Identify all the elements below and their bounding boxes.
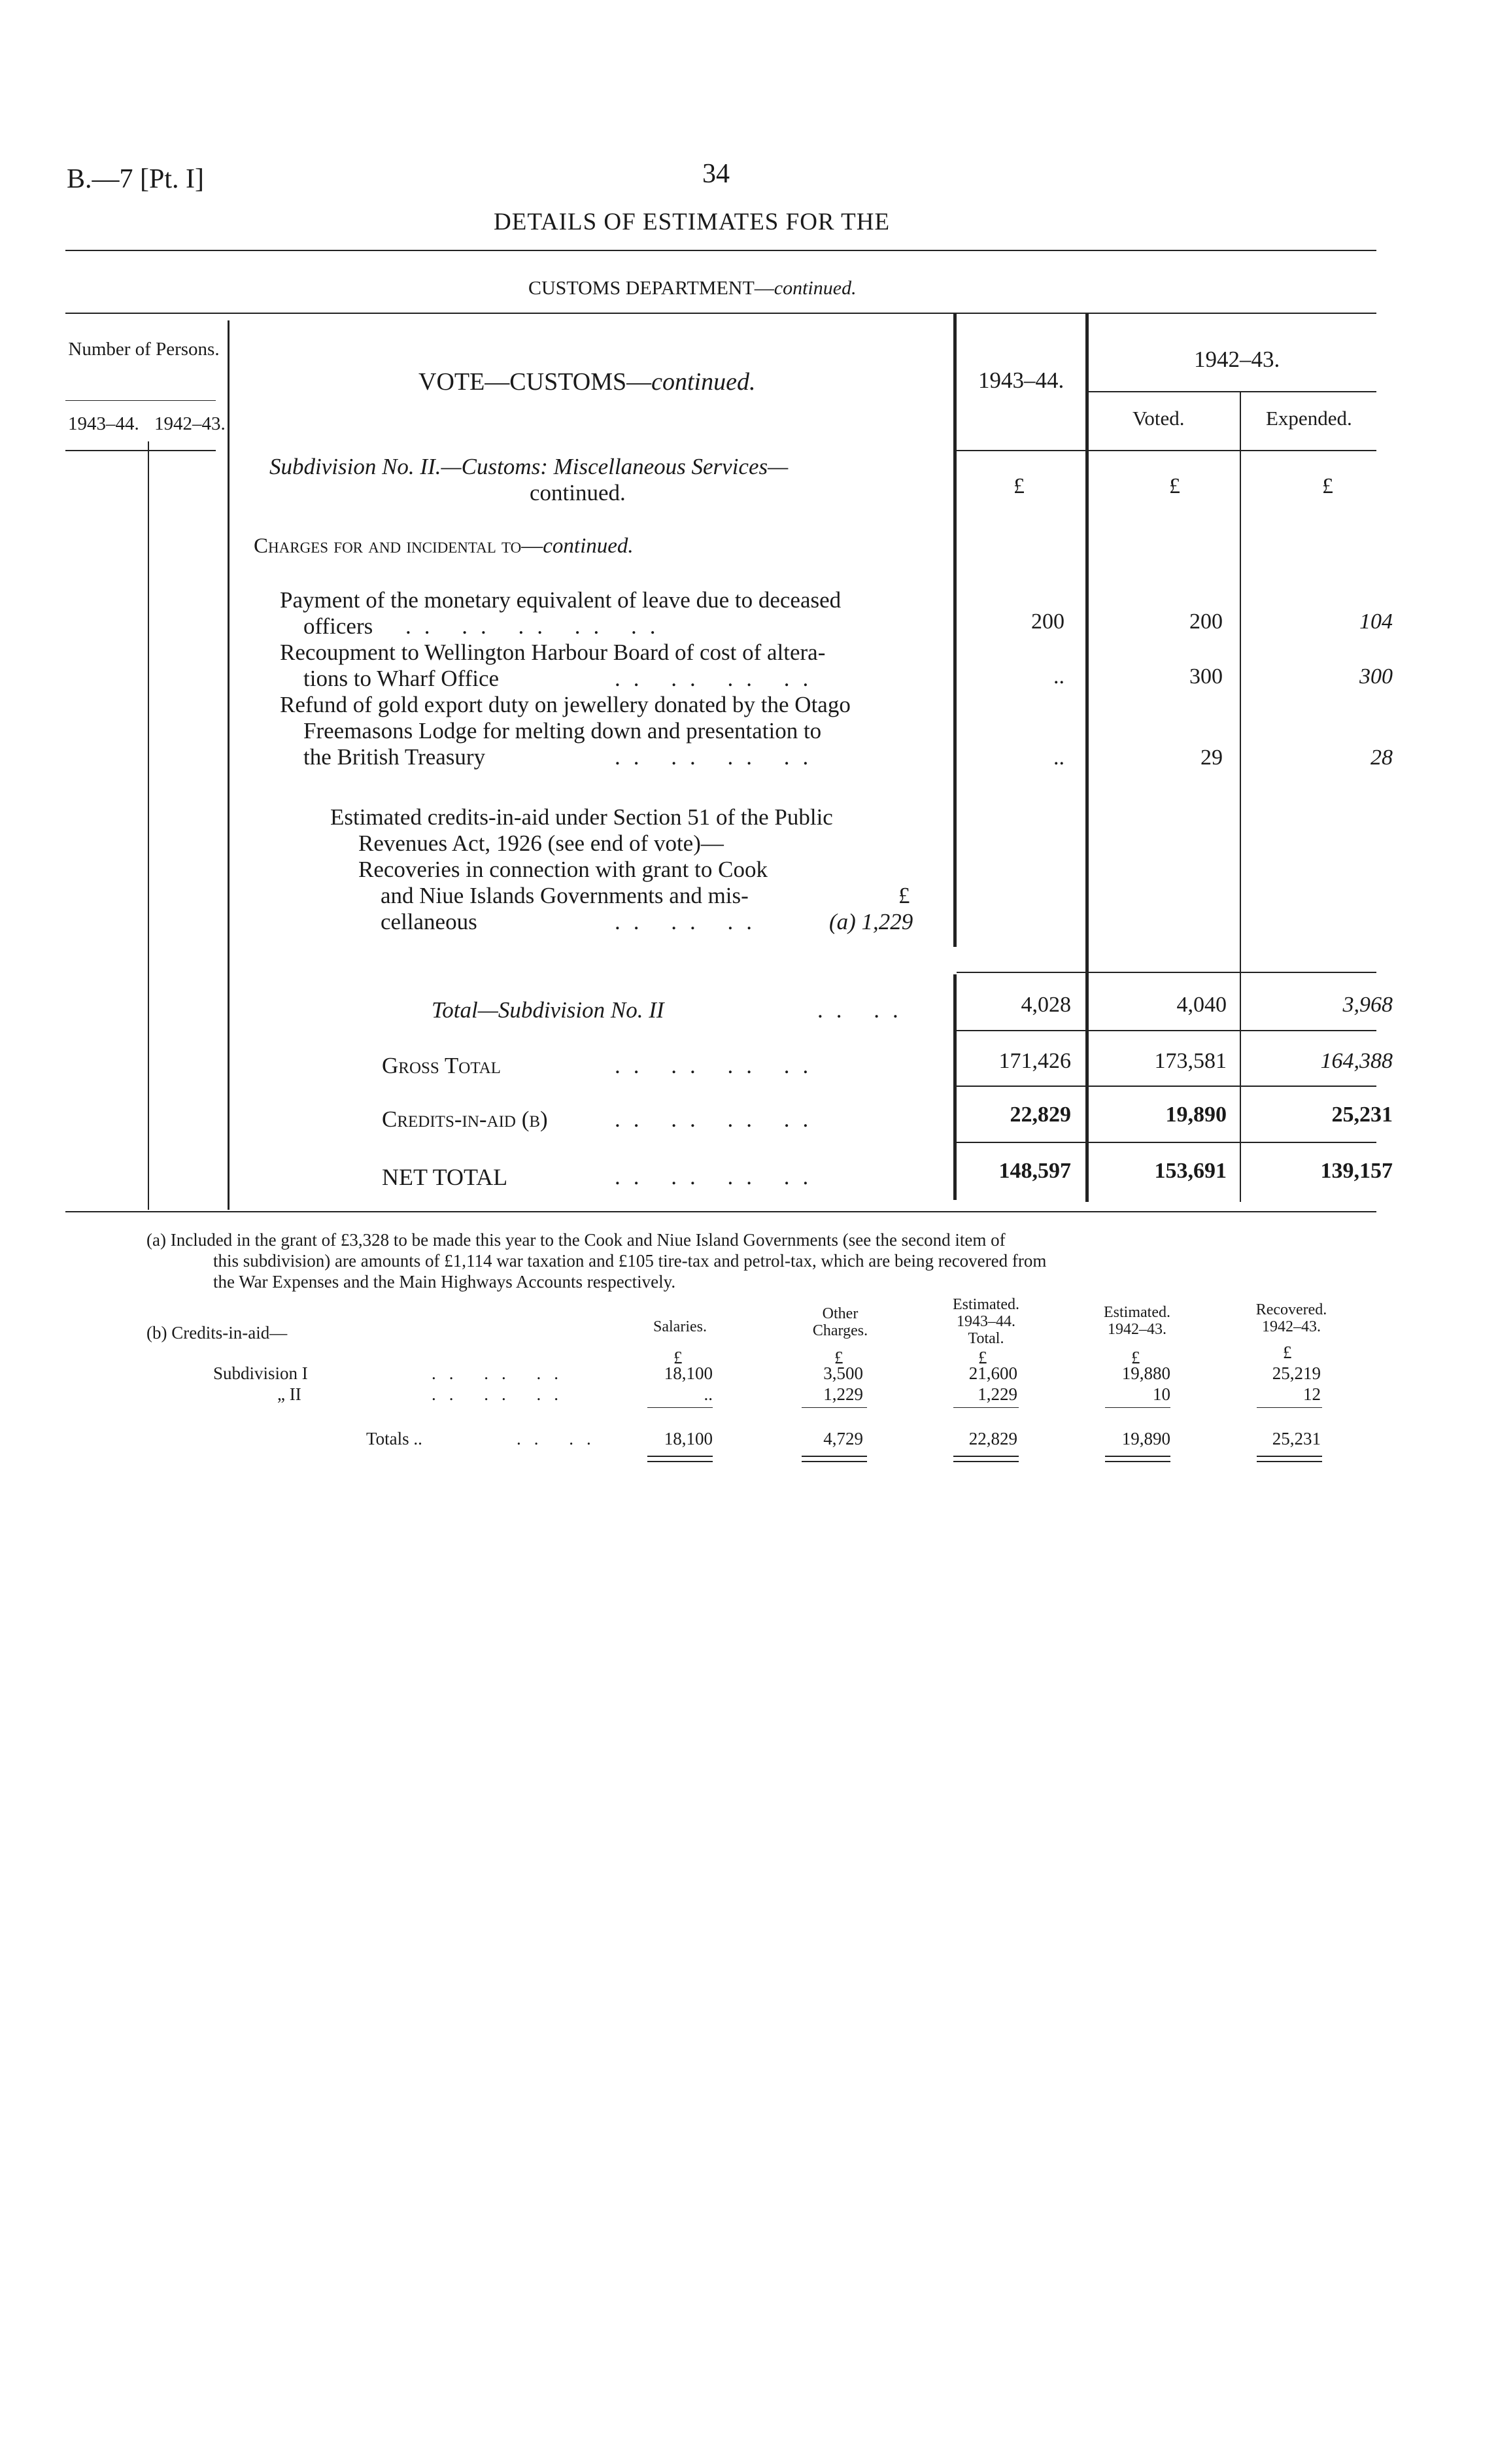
fb-dbl-2b	[802, 1461, 867, 1462]
fb-totals-est-current: 22,829	[968, 1429, 1017, 1448]
fb-dbl-3a	[953, 1456, 1019, 1457]
fb-row-1-est-current: 21,600	[968, 1363, 1017, 1383]
subdivision-title-cont: continued.	[530, 480, 626, 505]
total-subdivision-leader: .. ..	[817, 997, 911, 1023]
fb-row-1-recovered: 25,219	[1272, 1363, 1321, 1383]
credits-note-line3: Recoveries in connection with grant to Cook	[358, 857, 768, 882]
credits-in-aid-leader: .. .. .. ..	[615, 1106, 822, 1132]
item-1-voted: 200	[1189, 609, 1223, 634]
fb-header-other: Other Charges.	[812, 1305, 868, 1339]
persons-subheader-rule	[65, 450, 216, 451]
persons-year-prior: 1942–43.	[154, 413, 226, 434]
table-bottom-rule	[65, 1211, 1376, 1212]
desc-col-divider-lower	[953, 974, 957, 1200]
current-col-divider	[1085, 313, 1089, 1202]
item-1-line1: Payment of the monetary equivalent of leave due to deceased	[280, 587, 842, 613]
fb-header-est-prior: Estimated. 1942–43.	[1104, 1304, 1170, 1338]
fb-currency-4: £	[1131, 1348, 1140, 1367]
footnote-a-line1: (a) Included in the grant of £3,328 to be made this year to the Cook and Niue Island Governments (see the second item of	[146, 1230, 1006, 1250]
credits-in-aid-label: Credits-in-aid (b)	[382, 1106, 548, 1132]
total-subdivision-label: Total—Subdivision No. II	[432, 997, 664, 1023]
fb-row-2-salaries: ..	[704, 1384, 713, 1404]
credits-note-line4: and Niue Islands Governments and mis-	[381, 883, 749, 908]
net-total-leader: .. .. .. ..	[615, 1164, 822, 1189]
item-3-current: ..	[1053, 745, 1064, 770]
fb-row-2-est-current: 1,229	[978, 1384, 1017, 1404]
gross-total-leader: .. .. .. ..	[615, 1053, 822, 1078]
net-total-expended: 139,157	[1320, 1159, 1393, 1183]
persons-col-divider	[228, 320, 230, 1210]
fb-dbl-1a	[647, 1456, 713, 1457]
item-1-leader: .. .. .. .. ..	[405, 613, 669, 639]
item-1-current: 200	[1031, 609, 1064, 634]
header-rule	[65, 250, 1376, 251]
page-number: 34	[702, 159, 730, 189]
fb-totals-salaries: 18,100	[664, 1429, 713, 1448]
item-3-expended: 28	[1370, 745, 1393, 770]
fb-totals-other: 4,729	[823, 1429, 863, 1448]
gross-total-label: Gross Total	[382, 1053, 501, 1078]
fb-dbl-3b	[953, 1461, 1019, 1462]
gross-top-rule	[957, 1030, 1376, 1031]
item-3-line1: Refund of gold export duty on jewellery donated by the Otago	[280, 692, 851, 717]
persons-year-divider	[148, 441, 149, 1210]
item-3-leader: .. .. .. ..	[615, 744, 822, 770]
fb-currency-1: £	[673, 1348, 683, 1367]
item-2-expended: 300	[1359, 664, 1393, 689]
col-header-prior: 1942–43.	[1194, 347, 1280, 372]
item-2-voted: 300	[1189, 664, 1223, 689]
footnote-a-line3: the War Expenses and the Main Highways Accounts respectively.	[213, 1272, 676, 1292]
page-ref: B.—7 [Pt. I]	[67, 164, 204, 194]
fb-rule-2	[802, 1407, 867, 1408]
credits-note-leader: .. .. ..	[615, 909, 765, 934]
total-subdivision-current: 4,028	[1021, 993, 1071, 1017]
credits-in-aid-expended: 25,231	[1331, 1103, 1393, 1127]
credits-note-amount: (a) 1,229	[829, 909, 913, 934]
persons-header-rule	[65, 400, 216, 401]
fb-row-2-recovered: 12	[1303, 1384, 1321, 1404]
col-header-expended: Expended.	[1266, 407, 1352, 430]
page-title: DETAILS OF ESTIMATES FOR THE	[494, 209, 891, 235]
fb-rule-1	[647, 1407, 713, 1408]
gross-total-expended: 164,388	[1320, 1049, 1393, 1073]
net-total-voted: 153,691	[1154, 1159, 1227, 1183]
fb-dbl-1b	[647, 1461, 713, 1462]
fb-row-1-leader: .. .. ..	[432, 1363, 571, 1383]
col-header-voted: Voted.	[1132, 407, 1185, 430]
item-1-line2: officers	[303, 613, 373, 639]
fb-rule-5	[1257, 1407, 1322, 1408]
total-subdivision-voted: 4,040	[1176, 993, 1227, 1017]
credits-note-line5: cellaneous	[381, 909, 477, 934]
item-2-line2: tions to Wharf Office	[303, 666, 500, 691]
total-subdivision-expended: 3,968	[1342, 993, 1393, 1017]
item-3-line3: the British Treasury	[303, 744, 486, 770]
fb-totals-recovered: 25,231	[1272, 1429, 1321, 1448]
fb-dbl-4a	[1105, 1456, 1170, 1457]
table-top-rule	[65, 313, 1376, 314]
footnote-b-label: (b) Credits-in-aid—	[146, 1323, 288, 1343]
item-1-expended: 104	[1359, 609, 1393, 634]
net-top-rule	[957, 1142, 1376, 1143]
persons-year-current: 1943–44.	[68, 413, 139, 434]
amount-header-rule	[957, 450, 1376, 451]
fb-currency-5: £	[1283, 1343, 1292, 1362]
net-total-label: NET TOTAL	[382, 1164, 508, 1190]
fb-currency-3: £	[978, 1348, 987, 1367]
fb-rule-4	[1105, 1407, 1170, 1408]
currency-expended: £	[1322, 474, 1333, 498]
charges-heading: Charges for and incidental to—continued.	[254, 534, 634, 558]
credits-note-pound: £	[898, 883, 910, 908]
fb-row-1-label: Subdivision I	[213, 1363, 308, 1383]
fb-dbl-5b	[1257, 1461, 1322, 1462]
subdivision-title: Subdivision No. II.—Customs: Miscellaneous Services—	[269, 454, 789, 479]
fb-rule-3	[953, 1407, 1019, 1408]
gross-total-voted: 173,581	[1154, 1049, 1227, 1073]
fb-row-2-other: 1,229	[823, 1384, 863, 1404]
fb-row-1-other: 3,500	[823, 1363, 863, 1383]
currency-voted: £	[1169, 474, 1180, 498]
totals-top-rule	[957, 972, 1376, 973]
footnote-a-line2: this subdivision) are amounts of £1,114 war taxation and £105 tire-tax and petrol-tax, which are being recovered from	[213, 1251, 1047, 1271]
col-header-current: 1943–44.	[978, 368, 1064, 393]
fb-row-2-est-prior: 10	[1153, 1384, 1170, 1404]
persons-header: Number of Persons.	[68, 339, 220, 360]
fb-dbl-5a	[1257, 1456, 1322, 1457]
fb-currency-2: £	[834, 1348, 843, 1367]
fb-header-est-current: Estimated. 1943–44. Total.	[953, 1296, 1019, 1347]
year-header-rule	[1085, 391, 1376, 392]
item-2-leader: .. .. .. ..	[615, 666, 822, 691]
fb-header-recovered: Recovered. 1942–43.	[1255, 1301, 1327, 1335]
credits-note-line1: Estimated credits-in-aid under Section 51 of the Public	[330, 804, 833, 830]
department-title: CUSTOMS DEPARTMENT—continued.	[528, 277, 857, 299]
fb-row-2-leader: .. .. ..	[432, 1384, 571, 1404]
fb-header-salaries: Salaries.	[653, 1318, 707, 1335]
net-total-current: 148,597	[998, 1159, 1071, 1183]
desc-col-divider	[953, 313, 957, 947]
gross-total-current: 171,426	[998, 1049, 1071, 1073]
item-3-line2: Freemasons Lodge for melting down and presentation to	[303, 718, 822, 744]
fb-totals-leader: .. ..	[517, 1429, 604, 1448]
fb-totals-label: Totals ..	[366, 1429, 422, 1448]
credits-in-aid-current: 22,829	[1010, 1103, 1071, 1127]
vote-heading: VOTE—CUSTOMS—continued.	[418, 368, 756, 396]
fb-row-2-label: „ II	[277, 1384, 301, 1404]
credits-top-rule	[957, 1086, 1376, 1087]
currency-current: £	[1013, 474, 1025, 498]
item-2-line1: Recoupment to Wellington Harbour Board of cost of altera-	[280, 640, 826, 665]
fb-dbl-4b	[1105, 1461, 1170, 1462]
credits-note-line2: Revenues Act, 1926 (see end of vote)—	[358, 830, 724, 856]
fb-totals-est-prior: 19,890	[1121, 1429, 1170, 1448]
item-3-voted: 29	[1200, 745, 1223, 770]
credits-in-aid-voted: 19,890	[1165, 1103, 1227, 1127]
item-2-current: ..	[1053, 664, 1064, 689]
fb-row-1-est-prior: 19,880	[1121, 1363, 1170, 1383]
fb-row-1-salaries: 18,100	[664, 1363, 713, 1383]
fb-dbl-2a	[802, 1456, 867, 1457]
voted-col-divider	[1240, 391, 1241, 1202]
